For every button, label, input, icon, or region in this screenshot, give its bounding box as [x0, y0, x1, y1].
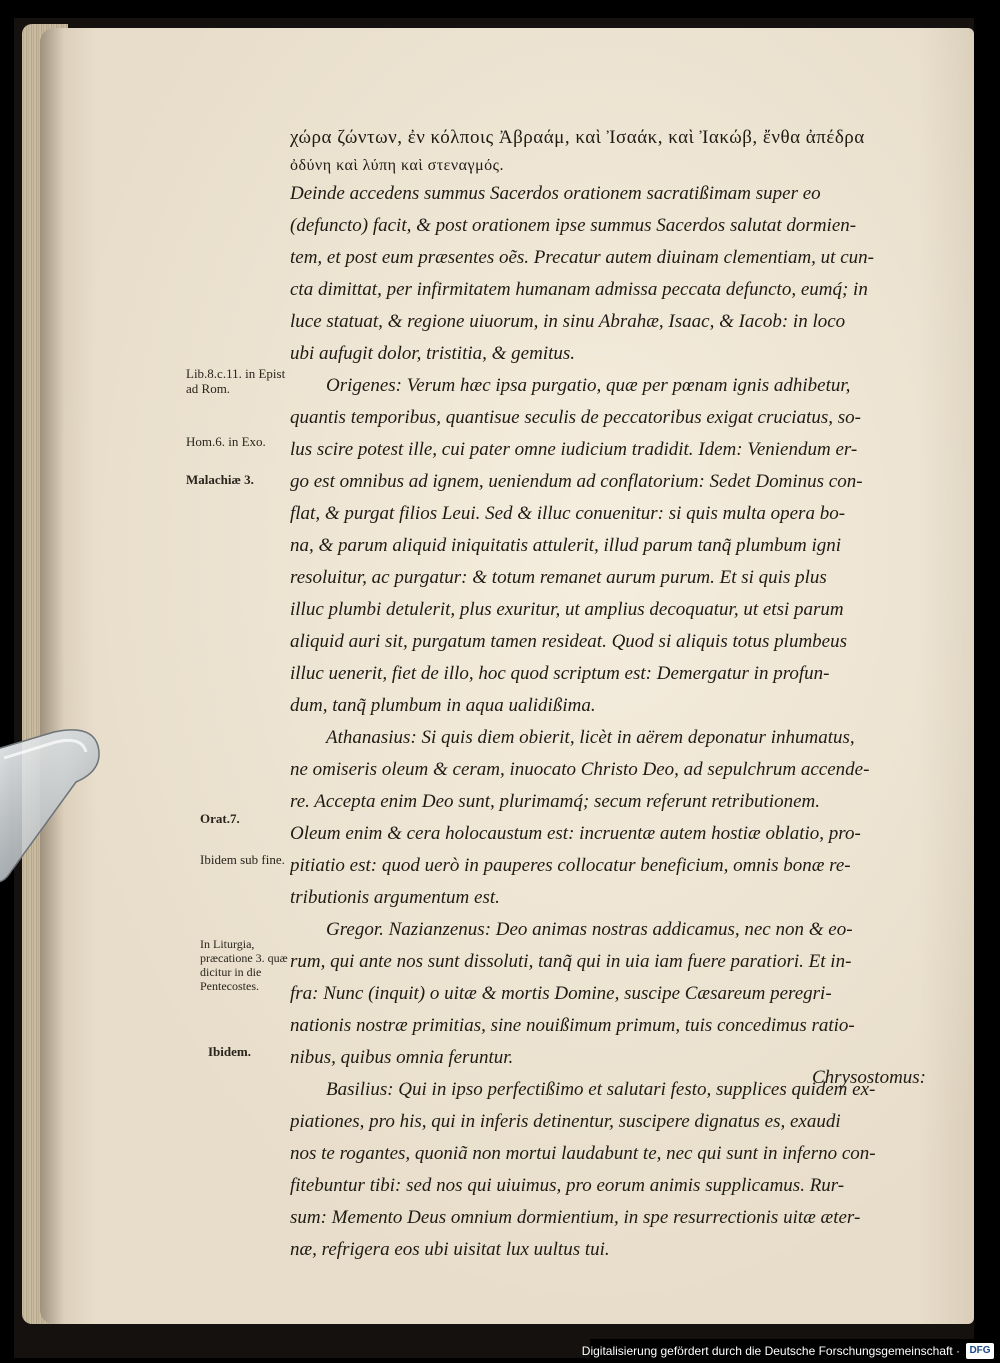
text-line: quantis temporibus, quantisue seculis de peccatoribus exigat cruciatus, so-	[290, 407, 861, 428]
marginal-note: Malachiæ 3.	[186, 472, 254, 487]
text-line: ubi aufugit dolor, tristitia, & gemitus.	[290, 343, 576, 364]
text-line: pitiatio est: quod uerò in pauperes collocatur beneficium, omnis bonæ re-	[290, 855, 851, 876]
text-line: Basilius: Qui in ipso perfectißimo et salutari festo, supplices quidem ex-	[326, 1079, 876, 1100]
marginal-note: In Liturgia, præcatione 3. quæ dicitur in die Pentecostes.	[200, 937, 288, 993]
text-line: go est omnibus ad ignem, ueniendum ad conflatorium: Sedet Dominus con-	[290, 471, 863, 492]
text-line: Gregor. Nazianzenus: Deo animas nostras addicamus, nec non & eo-	[326, 919, 853, 940]
text-line: fitebuntur tibi: sed nos qui uiuimus, pro eorum animis supplicamus. Rur-	[290, 1175, 845, 1196]
text-line: illuc uenerit, fiet de illo, hoc quod scriptum est: Demergatur in profun-	[290, 663, 830, 684]
text-line: fra: Nunc (inquit) o uitæ & mortis Domine, suscipe Cæsareum peregri-	[290, 983, 832, 1004]
text-line: ὀδύνη καὶ λύπη καὶ στεναγμός.	[290, 157, 504, 174]
text-line: tem, et post eum præsentes oẽs. Precatur autem diuinam clementiam, ut cun-	[290, 247, 874, 268]
text-line: aliquid auri sit, purgatum tamen resideat. Quod si aliquis totus plumbeus	[290, 631, 847, 652]
text-line: cta dimittat, per infirmitatem humanam admissa peccata defuncto, eumq́; in	[290, 279, 868, 300]
catchword: Chrysostomus:	[812, 1067, 927, 1088]
marginal-note: Lib.8.c.11. in Epist ad Rom.	[186, 366, 286, 396]
text-line: Deinde accedens summus Sacerdos orationem sacratißimam super eo	[290, 183, 821, 204]
text-line: Athanasius: Si quis diem obierit, licèt in aërem deponatur inhumatus,	[326, 727, 855, 748]
dfg-logo-icon: DFG	[966, 1343, 994, 1359]
text-line: illuc plumbi detulerit, plus exuritur, ut amplius decoquatur, ut etsi parum	[290, 599, 844, 620]
text-line: næ, refrigera eos ubi uisitat lux uultus tui.	[290, 1239, 610, 1260]
text-line: ne omiseris oleum & ceram, inuocato Christo Deo, ad sepulchrum accende-	[290, 759, 870, 780]
marginal-note: Orat.7.	[200, 811, 240, 826]
text-line: luce statuat, & regione uiuorum, in sinu Abrahæ, Isaac, & Iacob: in loco	[290, 311, 846, 332]
text-line: (defuncto) facit, & post orationem ipse summus Sacerdos salutat dormien-	[290, 215, 857, 236]
text-line: nibus, quibus omnia feruntur.	[290, 1047, 514, 1068]
text-line: na, & parum aliquid iniquitatis attulerit, illud parum tanq̃ plumbum igni	[290, 535, 842, 556]
text-line: lus scire potest ille, cui pater omne iudicium tradidit. Idem: Veniendum er-	[290, 439, 858, 460]
text-line: re. Accepta enim Deo sunt, plurimamq́; secum referunt retributionem.	[290, 791, 820, 812]
page-clip	[0, 720, 124, 890]
text-line: χώρα ζώντων, ἐν κόλποις Ἀβραάμ, καὶ Ἰσαάκ, καὶ Ἰακώβ, ἔνθα ἀπέδρα	[290, 127, 865, 148]
text-line: dum, tanq̃ plumbum in aqua ualidißima.	[290, 695, 596, 716]
text-line: Origenes: Verum hæc ipsa purgatio, quæ per pœnam ignis adhibetur,	[326, 375, 851, 396]
text-line: nationis nostræ primitias, sine nouißimum primum, tuis concedimus ratio-	[290, 1015, 855, 1036]
text-line: piationes, pro his, qui in inferis detinentur, suscipere dignatus es, exaudi	[290, 1111, 841, 1132]
marginal-note: Ibidem sub fine.	[200, 852, 285, 867]
text-line: rum, qui ante nos sunt dissoluti, tanq̃ qui in uia iam fuere paratiori. Et in-	[290, 951, 852, 972]
marginal-note: Ibidem.	[208, 1044, 251, 1059]
marginal-note: Hom.6. in Exo.	[186, 434, 266, 449]
body-text	[290, 122, 930, 1266]
text-line: flat, & purgat filios Leui. Sed & illuc conuenitur: si quis multa opera bo-	[290, 503, 846, 524]
text-line: Oleum enim & cera holocaustum est: incruentæ autem hostiæ oblatio, pro-	[290, 823, 861, 844]
spine-shadow	[40, 28, 64, 1324]
text-line: sum: Memento Deus omnium dormientium, in spe resurrectionis uitæ æter-	[290, 1207, 861, 1228]
text-line: nos te rogantes, quoniã non mortui laudabunt te, nec qui sunt in inferno con-	[290, 1143, 876, 1164]
text-line: resoluitur, ac purgatur: & totum remanet aurum purum. Et si quis plus	[290, 567, 827, 588]
text-line: tributionis argumentum est.	[290, 887, 500, 908]
footer-credit: Digitalisierung gefördert durch die Deutsche Forschungsgemeinschaft ·	[581, 1344, 960, 1358]
footer-bar	[581, 1339, 1000, 1363]
